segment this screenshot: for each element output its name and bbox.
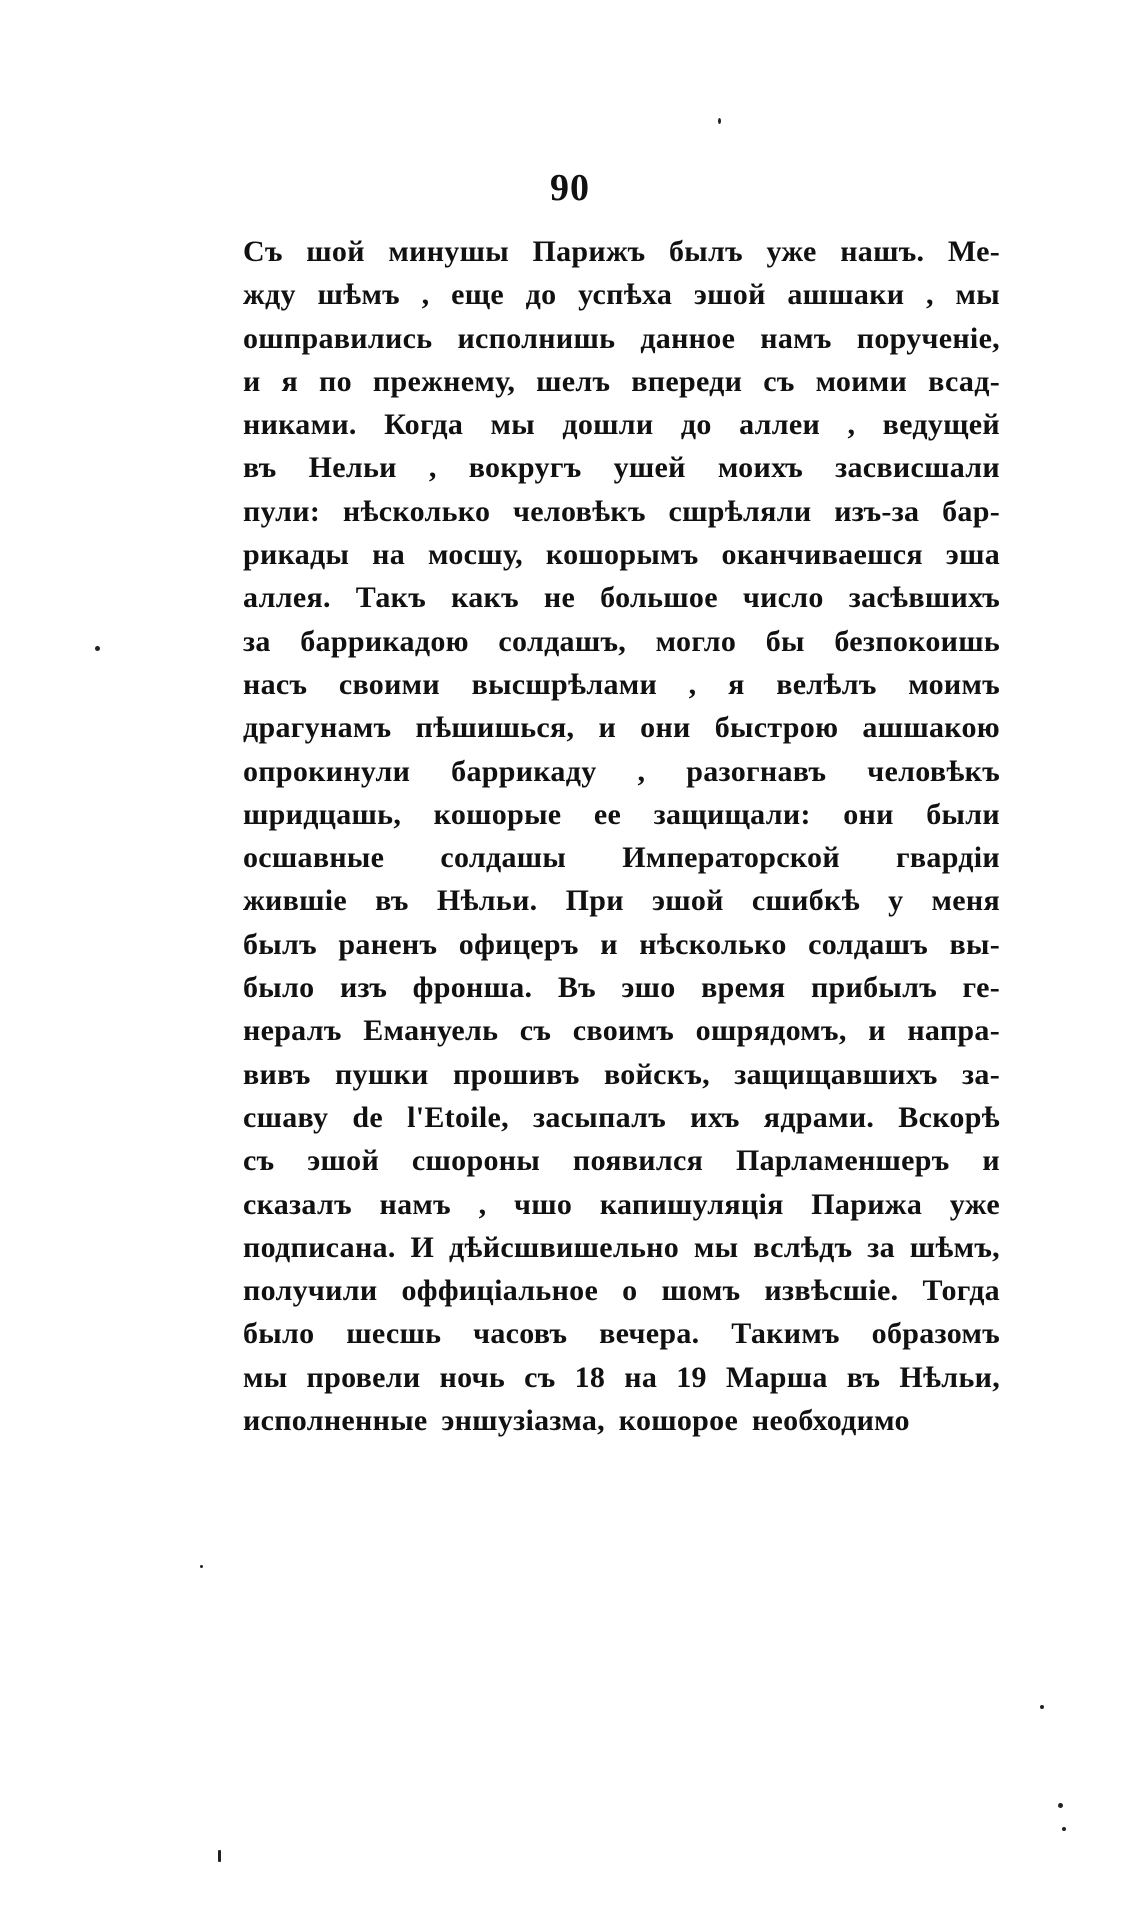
text-line: и я по прежнему, шелъ впереди съ моими всад- [243, 364, 1000, 398]
text-line: подписана. И дѣйсшвишельно мы вслѣдъ за шѣмъ, [243, 1230, 1000, 1264]
text-line: получили оффиціальное о шомъ извѣсшіе. Тогда [243, 1274, 1000, 1308]
text-line: насъ своими высшрѣлами , я велѣлъ моимъ [243, 667, 1000, 701]
text-line: рикады на мосшу, кошорымъ оканчиваешся эша [243, 538, 1000, 572]
text-line: жившіе въ Нѣльи. При эшой сшибкѣ у меня [243, 884, 1000, 918]
text-line: шридцашь, кошорые ее защищали: они были [243, 797, 1000, 831]
text-line: никами. Когда мы дошли до аллеи , ведущей [243, 408, 1000, 442]
text-line: сказалъ намъ , чшо капишуляція Парижа уже [243, 1187, 1000, 1221]
scan-speck [218, 1850, 221, 1862]
text-line: осшавные солдашы Императорской гвардіи [243, 841, 1000, 875]
text-line: съ эшой сшороны появился Парламеншеръ и [243, 1144, 1000, 1178]
text-line: вивъ пушки прошивъ войскъ, защищавшихъ за- [243, 1057, 1000, 1091]
scan-speck [95, 646, 100, 651]
page-number: 90 [550, 167, 590, 209]
text-line: жду шѣмъ , еще до успѣха эшой ашшаки , мы [243, 278, 1000, 312]
text-line: опрокинули баррикаду , разогнавъ человѣкъ [243, 754, 1000, 788]
scan-speck [1058, 1803, 1063, 1808]
text-line: ошправились исполнишь данное намъ порученіе, [243, 321, 1000, 355]
text-line: мы провели ночь съ 18 на 19 Марша въ Нѣльи, [243, 1360, 1000, 1394]
text-line: Съ шой минушы Парижъ былъ уже нашъ. Ме- [243, 235, 1000, 268]
text-line: аллея. Такъ какъ не большое число засѣвшихъ [243, 581, 1000, 615]
text-line: за баррикадою солдашъ, могло бы безпокоишь [243, 624, 1000, 658]
scan-speck [1062, 1827, 1066, 1831]
scan-speck [1040, 1705, 1044, 1709]
text-line: въ Нельи , вокругъ ушей моихъ засвисшали [243, 451, 1000, 485]
text-line: драгунамъ пѣшишься, и они быстрою ашшакою [243, 711, 1000, 745]
text-line: было изъ фронша. Въ эшо время прибылъ ге- [243, 971, 1000, 1005]
text-line: нералъ Емануель съ своимъ ошрядомъ, и напра- [243, 1014, 1000, 1048]
body-text [243, 230, 1000, 1442]
text-line: сшаву de l'Etoile, засыпалъ ихъ ядрами. Вскорѣ [243, 1100, 1000, 1134]
text-line: пули: нѣсколько человѣкъ сшрѣляли изъ-за бар- [243, 494, 1000, 528]
text-line: былъ раненъ офицеръ и нѣсколько солдашъ вы- [243, 927, 1000, 961]
text-line: было шесшь часовъ вечера. Такимъ образомъ [243, 1317, 1000, 1351]
text-line: исполненные эншузіазма, кошорое необходимо [243, 1404, 910, 1438]
scan-speck [200, 1565, 203, 1568]
scan-speck [718, 118, 721, 124]
